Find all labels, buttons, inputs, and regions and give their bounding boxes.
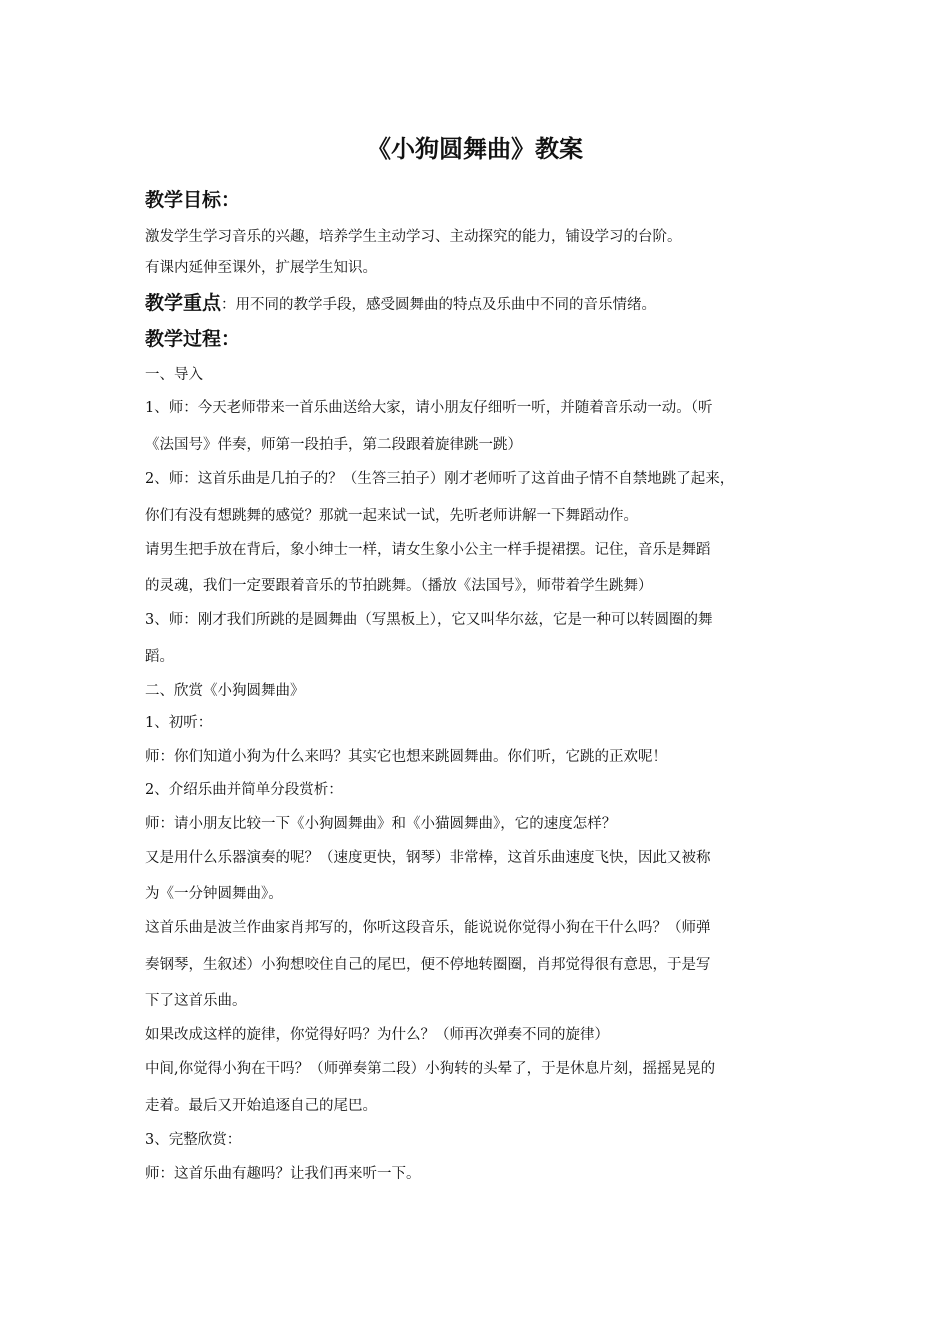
objectives-heading: 教学目标： (145, 189, 241, 211)
process-line: 3、完整欣赏： (145, 1132, 242, 1148)
process-line: 师：请小朋友比较一下《小狗圆舞曲》和《小猫圆舞曲》，它的速度怎样？ (145, 816, 617, 832)
objectives-line: 激发学生学习音乐的兴趣，培养学生主动学习、主动探究的能力，铺设学习的台阶。 (145, 229, 682, 245)
process-line: 为《一分钟圆舞曲》。 (145, 886, 283, 902)
focus-paragraph (145, 290, 656, 318)
process-line: 2、师：这首乐曲是几拍子的？（生答三拍子）刚才老师听了这首曲子情不自禁地跳了起来， (145, 471, 735, 487)
process-line: 1、师：今天老师带来一首乐曲送给大家，请小朋友仔细听一听，并随着音乐动一动。（听 (145, 400, 713, 416)
process-line: 奏钢琴，生叙述）小狗想咬住自己的尾巴，便不停地转圈圈，肖邦觉得很有意思，于是写 (145, 957, 711, 973)
process-line: 下了这首乐曲。 (145, 993, 247, 1009)
objectives-line: 有课内延伸至课外，扩展学生知识。 (145, 260, 377, 276)
process-line: 1、初听： (145, 715, 213, 731)
process-line: 走着。最后又开始追逐自己的尾巴。 (145, 1098, 377, 1114)
process-line: 又是用什么乐器演奏的呢？（速度更快，钢琴）非常棒，这首乐曲速度飞快，因此又被称 (145, 850, 711, 866)
process-line: 中间,你觉得小狗在干吗？（师弹奏第二段）小狗转的头晕了，于是休息片刻，摇摇晃晃的 (145, 1061, 716, 1077)
process-line: 3、师：刚才我们所跳的是圆舞曲（写黑板上），它又叫华尔兹，它是一种可以转圆圈的舞 (145, 612, 713, 628)
process-heading: 教学过程： (145, 328, 241, 350)
process-line: 2、介绍乐曲并简单分段赏析： (145, 782, 343, 798)
process-line: 师：这首乐曲有趣吗？让我们再来听一下。 (145, 1166, 421, 1182)
process-line: 这首乐曲是波兰作曲家肖邦写的，你听这段音乐，能说说你觉得小狗在干什么吗？（师弹 (145, 920, 711, 936)
focus-heading: 教学重点 (145, 292, 222, 314)
document-title: 《小狗圆舞曲》教案 (367, 135, 583, 163)
process-line: 二、欣赏《小狗圆舞曲》 (145, 683, 305, 699)
process-line: 蹈。 (145, 649, 174, 665)
process-line: 你们有没有想跳舞的感觉？那就一起来试一试，先听老师讲解一下舞蹈动作。 (145, 508, 638, 524)
process-line: 师：你们知道小狗为什么来吗？其实它也想来跳圆舞曲。你们听，它跳的正欢呢！ (145, 749, 667, 765)
process-line: 如果改成这样的旋律，你觉得好吗？为什么？（师再次弹奏不同的旋律） (145, 1027, 609, 1043)
process-line: 的灵魂，我们一定要跟着音乐的节拍跳舞。（播放《法国号》，师带着学生跳舞） (145, 578, 653, 594)
process-line: 一、导入 (145, 367, 203, 383)
focus-text: ：用不同的教学手段，感受圆舞曲的特点及乐曲中不同的音乐情绪。 (221, 297, 657, 313)
process-line: 《法国号》伴奏，师第一段拍手，第二段跟着旋律跳一跳） (145, 437, 522, 453)
process-line: 请男生把手放在背后，象小绅士一样，请女生象小公主一样手提裙摆。记住，音乐是舞蹈 (145, 542, 711, 558)
